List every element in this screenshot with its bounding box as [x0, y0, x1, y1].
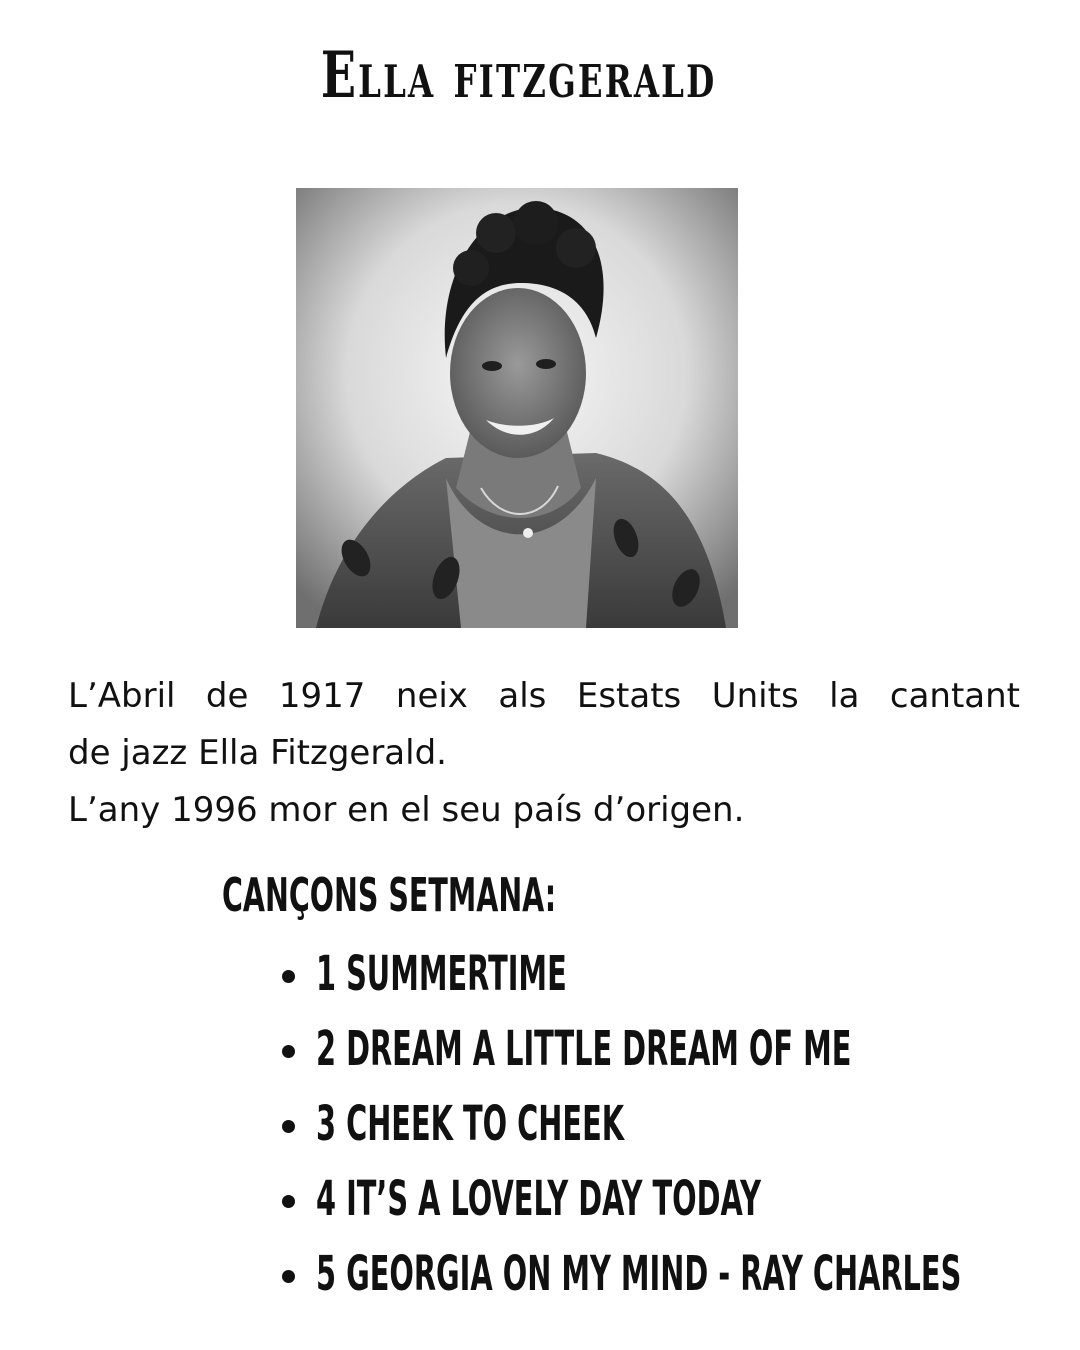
songs-heading: CANÇONS SETMANA: [222, 868, 557, 922]
song-title: 1 SUMMERTIME [316, 946, 567, 1002]
bullet-icon [282, 1120, 295, 1133]
portrait-photo [296, 188, 738, 628]
song-title: 2 DREAM A LITTLE DREAM OF ME [316, 1021, 852, 1077]
song-title: 3 CHEEK TO CHEEK [316, 1096, 625, 1152]
bio-line-1: L’Abril de 1917 neix als Estats Units la cantant [68, 676, 1020, 716]
bio-line-2: de jazz Ella Fitzgerald. [68, 733, 447, 773]
bullet-icon [282, 970, 295, 983]
song-title: 4 IT’S A LOVELY DAY TODAY [316, 1171, 761, 1227]
bullet-icon [282, 1045, 295, 1058]
bullet-icon [282, 1195, 295, 1208]
portrait-photo-icon [296, 188, 738, 628]
page-title: Ella fitzgerald [320, 38, 717, 113]
song-title: 5 GEORGIA ON MY MIND - RAY CHARLES [316, 1246, 962, 1302]
biography-text [68, 668, 1020, 839]
bullet-icon [282, 1270, 295, 1283]
bio-line-3: L’any 1996 mor en el seu país d’origen. [68, 790, 745, 830]
